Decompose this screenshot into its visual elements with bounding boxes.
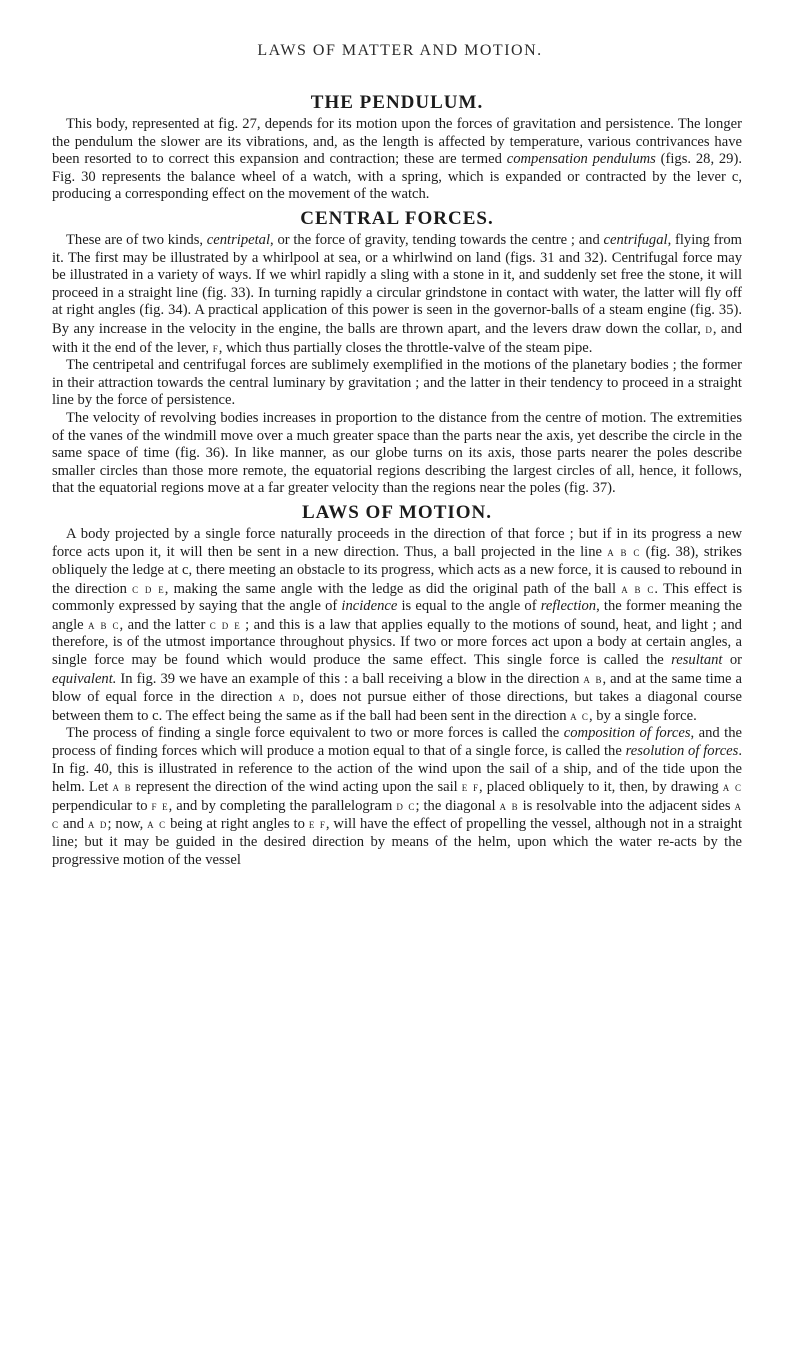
text-run: and xyxy=(59,816,88,833)
page-body xyxy=(52,88,742,869)
italic-term: centrifugal xyxy=(603,231,668,248)
running-head: LAWS OF MATTER AND MOTION. xyxy=(257,42,543,59)
italic-term: reflection xyxy=(540,598,597,615)
text-run: perpendicular to xyxy=(52,797,152,814)
italic-term: centripetal xyxy=(206,231,271,248)
text-run: , placed obliquely to it, then, by drawing xyxy=(478,779,723,796)
text-run: , or the force of gravity, tending towards the centre ; and xyxy=(270,231,604,248)
text-run: In fig. 39 we have an example of this : a ball receiving a blow in the direction xyxy=(116,670,584,687)
figure-letters: a b c xyxy=(621,580,655,596)
text-run: is resolvable into the adjacent sides xyxy=(518,797,735,814)
figure-letters: f e xyxy=(151,797,169,813)
text-run: , by a single force. xyxy=(588,707,697,724)
text-run: , and by completing the parallelogram xyxy=(168,797,397,814)
italic-term: resultant xyxy=(671,652,723,669)
italic-term: compensation pendulums xyxy=(506,151,656,168)
text-run: , will have the effect of propelling the vessel, although not in a straight line; but it may be guided in the desired direction by means of the helm, upon which the water re-acts by the progressive motion of the vessel xyxy=(52,816,743,868)
text-run: , and with it the end of the lever, xyxy=(52,320,742,356)
text-run: A body projected by a single force naturally proceeds in the direction of that force ; but if in its progress a new force acts upon it, it will then be sent in a new direction. Thus, a ball projected in the line xyxy=(52,525,742,561)
figure-letters: d xyxy=(705,320,713,336)
figure-letters: a d xyxy=(87,816,108,832)
text-run: The centripetal and centrifugal forces are sublimely exemplified in the motions of the planetary bodies ; the former in their attraction towards the central luminary by gravitation ; and the latter in their tendency to proceed in a straight line by the force of persistence. xyxy=(52,357,742,409)
text-run: , which thus partially closes the throttle-valve of the steam pipe. xyxy=(218,339,593,356)
figure-letters: a b xyxy=(583,670,603,686)
text-run: being at right angles to xyxy=(166,816,309,833)
text-run: These are of two kinds, xyxy=(66,231,207,248)
italic-term: incidence xyxy=(341,598,398,615)
text-run: , does not pursue either of those directions, but takes a diagonal course between them to c. The effect being the same as if the ball had been sent in the direction xyxy=(52,689,742,724)
figure-letters: a c xyxy=(722,779,742,795)
text-run: ; and this is a law that applies equally to the motions of sound, heat, and light ; and therefore, is of the utmost importance throughout physics. If two or more forces act upon a body at certain angles, a single force may be found which would produce the same effect. This single force is called the xyxy=(52,616,742,669)
text-run: . In fig. 40, this is illustrated in reference to the action of the wind upon the sail of a ship, and of the tide upon the helm. Let xyxy=(52,743,742,796)
text-run: (figs. 28, 29). Fig. 30 represents the balance wheel of a watch, with a spring, which is expanded or contracted by the lever c, producing a corresponding effect on the movement of the watch. xyxy=(52,151,742,203)
text-run: , and the process of finding forces which will produce a motion equal to that of a single force, is called the xyxy=(52,725,742,759)
italic-term: resolution of forces xyxy=(625,743,739,759)
italic-term: equivalent. xyxy=(52,670,117,687)
figure-letters: c d e xyxy=(209,616,241,632)
text-run: or xyxy=(722,652,742,669)
figure-letters: a d xyxy=(278,689,301,705)
text-run: The velocity of revolving bodies increases in proportion to the distance from the centre of motion. The extremities of the vanes of the windmill move over a much greater space than the parts near the axis, yet describe the circle in the same space of time (fig. 36). In like manner, as our globe turns on its axis, those parts nearer the poles describe smaller circles than those more remote, the equatorial regions describing the largest circles of all, hence, it follows, that the equatorial regions move at a far greater velocity than the regions near the poles (fig. 37). xyxy=(52,409,742,497)
figure-letters: a b c xyxy=(607,544,641,560)
figure-letters: e f xyxy=(461,779,479,795)
figure-letters: a b xyxy=(112,779,132,795)
text-run: represent the direction of the wind acting upon the sail xyxy=(131,779,462,796)
paragraph xyxy=(52,410,742,498)
text-run: The process of finding a single force equivalent to two or more forces is called the xyxy=(66,725,564,742)
figure-letters: a b c xyxy=(88,616,120,632)
figure-letters: a b xyxy=(499,797,519,813)
figure-letters: e f xyxy=(308,816,326,832)
italic-term: composition of forces xyxy=(563,725,691,742)
text-run: , and the latter xyxy=(119,616,210,633)
text-run: , the former meaning the angle xyxy=(52,598,743,633)
text-run: ; the diagonal xyxy=(415,797,500,814)
figure-letters: f xyxy=(212,339,219,355)
text-run: , making the same angle with the ledge as did the original path of the ball xyxy=(164,580,622,597)
text-run: . This effect is commonly expressed by saying that the angle of xyxy=(52,580,742,615)
text-run: This body, represented at fig. 27, depends for its motion upon the forces of gravitation and persistence. The longer the pendulum the slower are its vibrations, and, as the length is affected by temperature, various contrivances have been resorted to to correct this expansion and contraction; these are termed xyxy=(52,116,742,168)
figure-letters: c d e xyxy=(132,580,165,596)
section-title: CENTRAL FORCES. xyxy=(300,207,494,229)
text-run: ; now, xyxy=(107,816,148,833)
text-run: , and at the same time a blow of equal force in the direction xyxy=(52,670,742,706)
paragraph xyxy=(52,357,742,410)
paragraph xyxy=(52,116,742,204)
section-title: THE PENDULUM. xyxy=(310,92,484,113)
figure-letters: a c xyxy=(147,816,167,832)
paragraph xyxy=(52,526,742,726)
figure-letters: a c xyxy=(52,797,742,832)
paragraph xyxy=(52,725,742,869)
figure-letters: a c xyxy=(570,707,589,723)
figure-letters: d c xyxy=(396,797,416,813)
paragraph xyxy=(52,232,742,357)
text-run: is equal to the angle of xyxy=(397,598,541,615)
text-run: , flying from it. The first may be illustrated by a whirlpool at sea, or a whirlwind on land (figs. 31 and 32). Centrifugal force may be illustrated in a variety of ways. If we whirl rapidly a sling with a stone in it, and suddenly set free the stone, it will proceed in a straight line (fig. 33). In turning rapidly a circular grindstone in contact with water, the latter will fly off at right angles (fig. 34). A practical application of this power is seen in the governor-balls of a steam engine (fig. 35). By any increase in the velocity in the engine, the balls are thrown apart, and the levers draw down the collar, xyxy=(52,231,742,337)
text-run: (fig. 38), strikes obliquely the ledge at c, there meeting an obstacle to its progress, which acts as a new force, it is caused to rebound in the direction xyxy=(52,544,742,597)
section-title: LAWS OF MOTION. xyxy=(301,501,493,523)
